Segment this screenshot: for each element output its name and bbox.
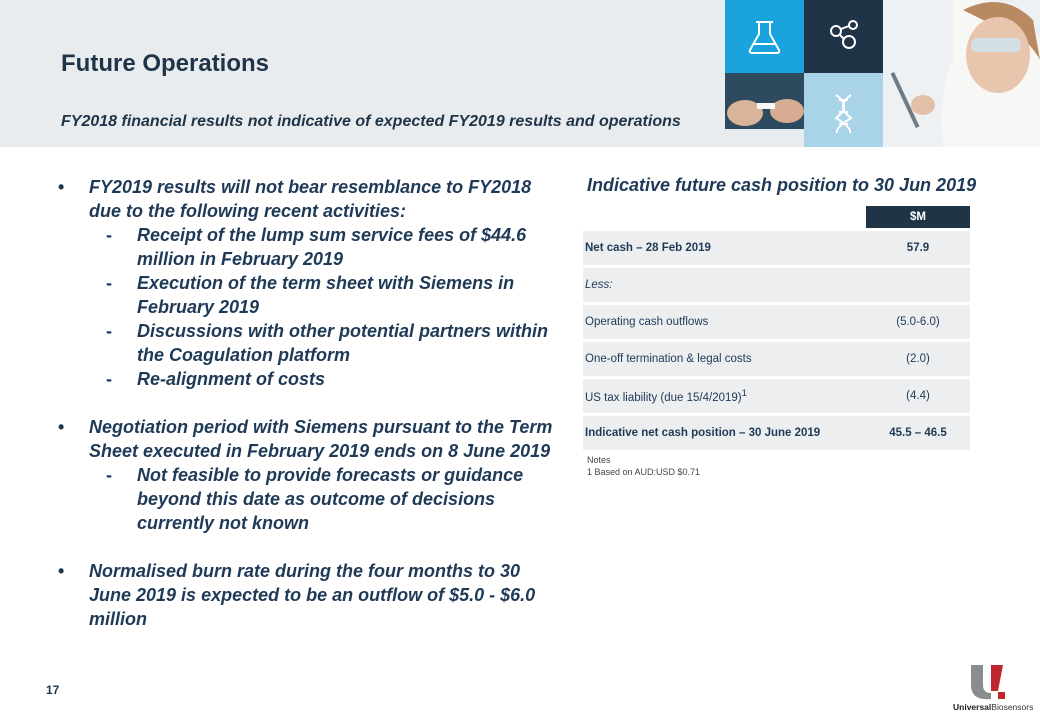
table-row-total [583,415,970,452]
sub-bullet-text: Execution of the term sheet with Siemens in February 2019 [137,273,515,317]
table-row [583,378,970,415]
page-title: Future Operations [61,50,270,77]
sub-bullet [57,463,557,535]
cash-position-table [583,206,970,453]
scientist-photo-image [883,0,1040,147]
sub-dash: - [106,465,112,485]
row-label: One-off termination & legal costs [583,341,866,378]
sub-bullet [57,319,557,367]
flask-icon [725,0,804,73]
logo-text-biosensors: Biosensors [991,702,1034,712]
row-value: (5.0-6.0) [866,304,970,341]
page-number: 17 [46,683,60,697]
row-value: 57.9 [866,230,970,267]
sub-dash: - [106,321,112,341]
scientist-photo [883,0,1040,147]
row-label: Net cash – 28 Feb 2019 [583,230,866,267]
table-title: Indicative future cash position to 30 Jun 2019 [587,175,977,195]
sub-dash: - [106,225,112,245]
dna-tile [804,73,883,147]
table-row [583,304,970,341]
sub-bullet-text: Discussions with other potential partners within the Coagulation platform [137,321,549,365]
bullet-item [57,415,557,463]
row-label: Indicative net cash position – 30 June 2019 [583,415,866,452]
bullet-text: Normalised burn rate during the four months to 30 June 2019 is expected to be an outflow of $5.0 - $6.0 million [89,561,536,629]
bullet-list [57,175,557,631]
table-notes [587,454,700,478]
row-label-cell [583,378,866,415]
table-row [583,267,970,304]
table-row [583,341,970,378]
molecule-icon [804,0,883,73]
table-row [583,230,970,267]
notes-label: Notes [587,455,611,465]
row-value: 45.5 – 46.5 [866,415,970,452]
sub-bullet [57,367,557,391]
notes-text: 1 Based on AUD:USD $0.71 [587,467,701,477]
footnote-marker: 1 [741,388,747,400]
bullet-text: FY2019 results will not bear resemblance to FY2018 due to the following recent activities: [89,177,532,221]
sub-bullet-text: Re-alignment of costs [137,369,326,389]
row-label: Operating cash outflows [583,304,866,341]
bullet-dot: • [58,417,65,437]
table-header-blank [583,206,866,230]
molecule-tile [804,0,883,73]
row-label: US tax liability (due 15/4/2019) [585,391,742,404]
row-label: Less: [583,267,866,304]
hands-photo-image [725,73,804,147]
sub-dash: - [106,273,112,293]
table-header-cell: $M [866,206,970,230]
logo-text [953,702,1033,712]
page-subtitle: FY2018 financial results not indicative of expected FY2019 results and operations [61,113,681,130]
row-value: (2.0) [866,341,970,378]
sub-dash: - [106,369,112,389]
bullet-text: Negotiation period with Siemens pursuant to the Term Sheet executed in February 2019 ends on 8 June 2019 [89,417,553,461]
sub-bullet [57,271,557,319]
hands-photo [725,73,804,147]
bullet-item [57,559,557,631]
table-header-row [583,206,970,230]
sub-bullet-text: Receipt of the lump sum service fees of $44.6 million in February 2019 [137,225,527,269]
flask-tile [725,0,804,73]
bullet-dot: • [58,561,65,581]
logo-text-universal: Universal [953,702,992,712]
sub-bullet [57,223,557,271]
dna-icon [804,73,883,147]
row-value: (4.4) [866,378,970,415]
row-value [866,267,970,304]
bullet-item [57,175,557,223]
sub-bullet-text: Not feasible to provide forecasts or guidance beyond this date as outcome of decisions currently not known [137,465,524,533]
bullet-dot: • [58,177,65,197]
